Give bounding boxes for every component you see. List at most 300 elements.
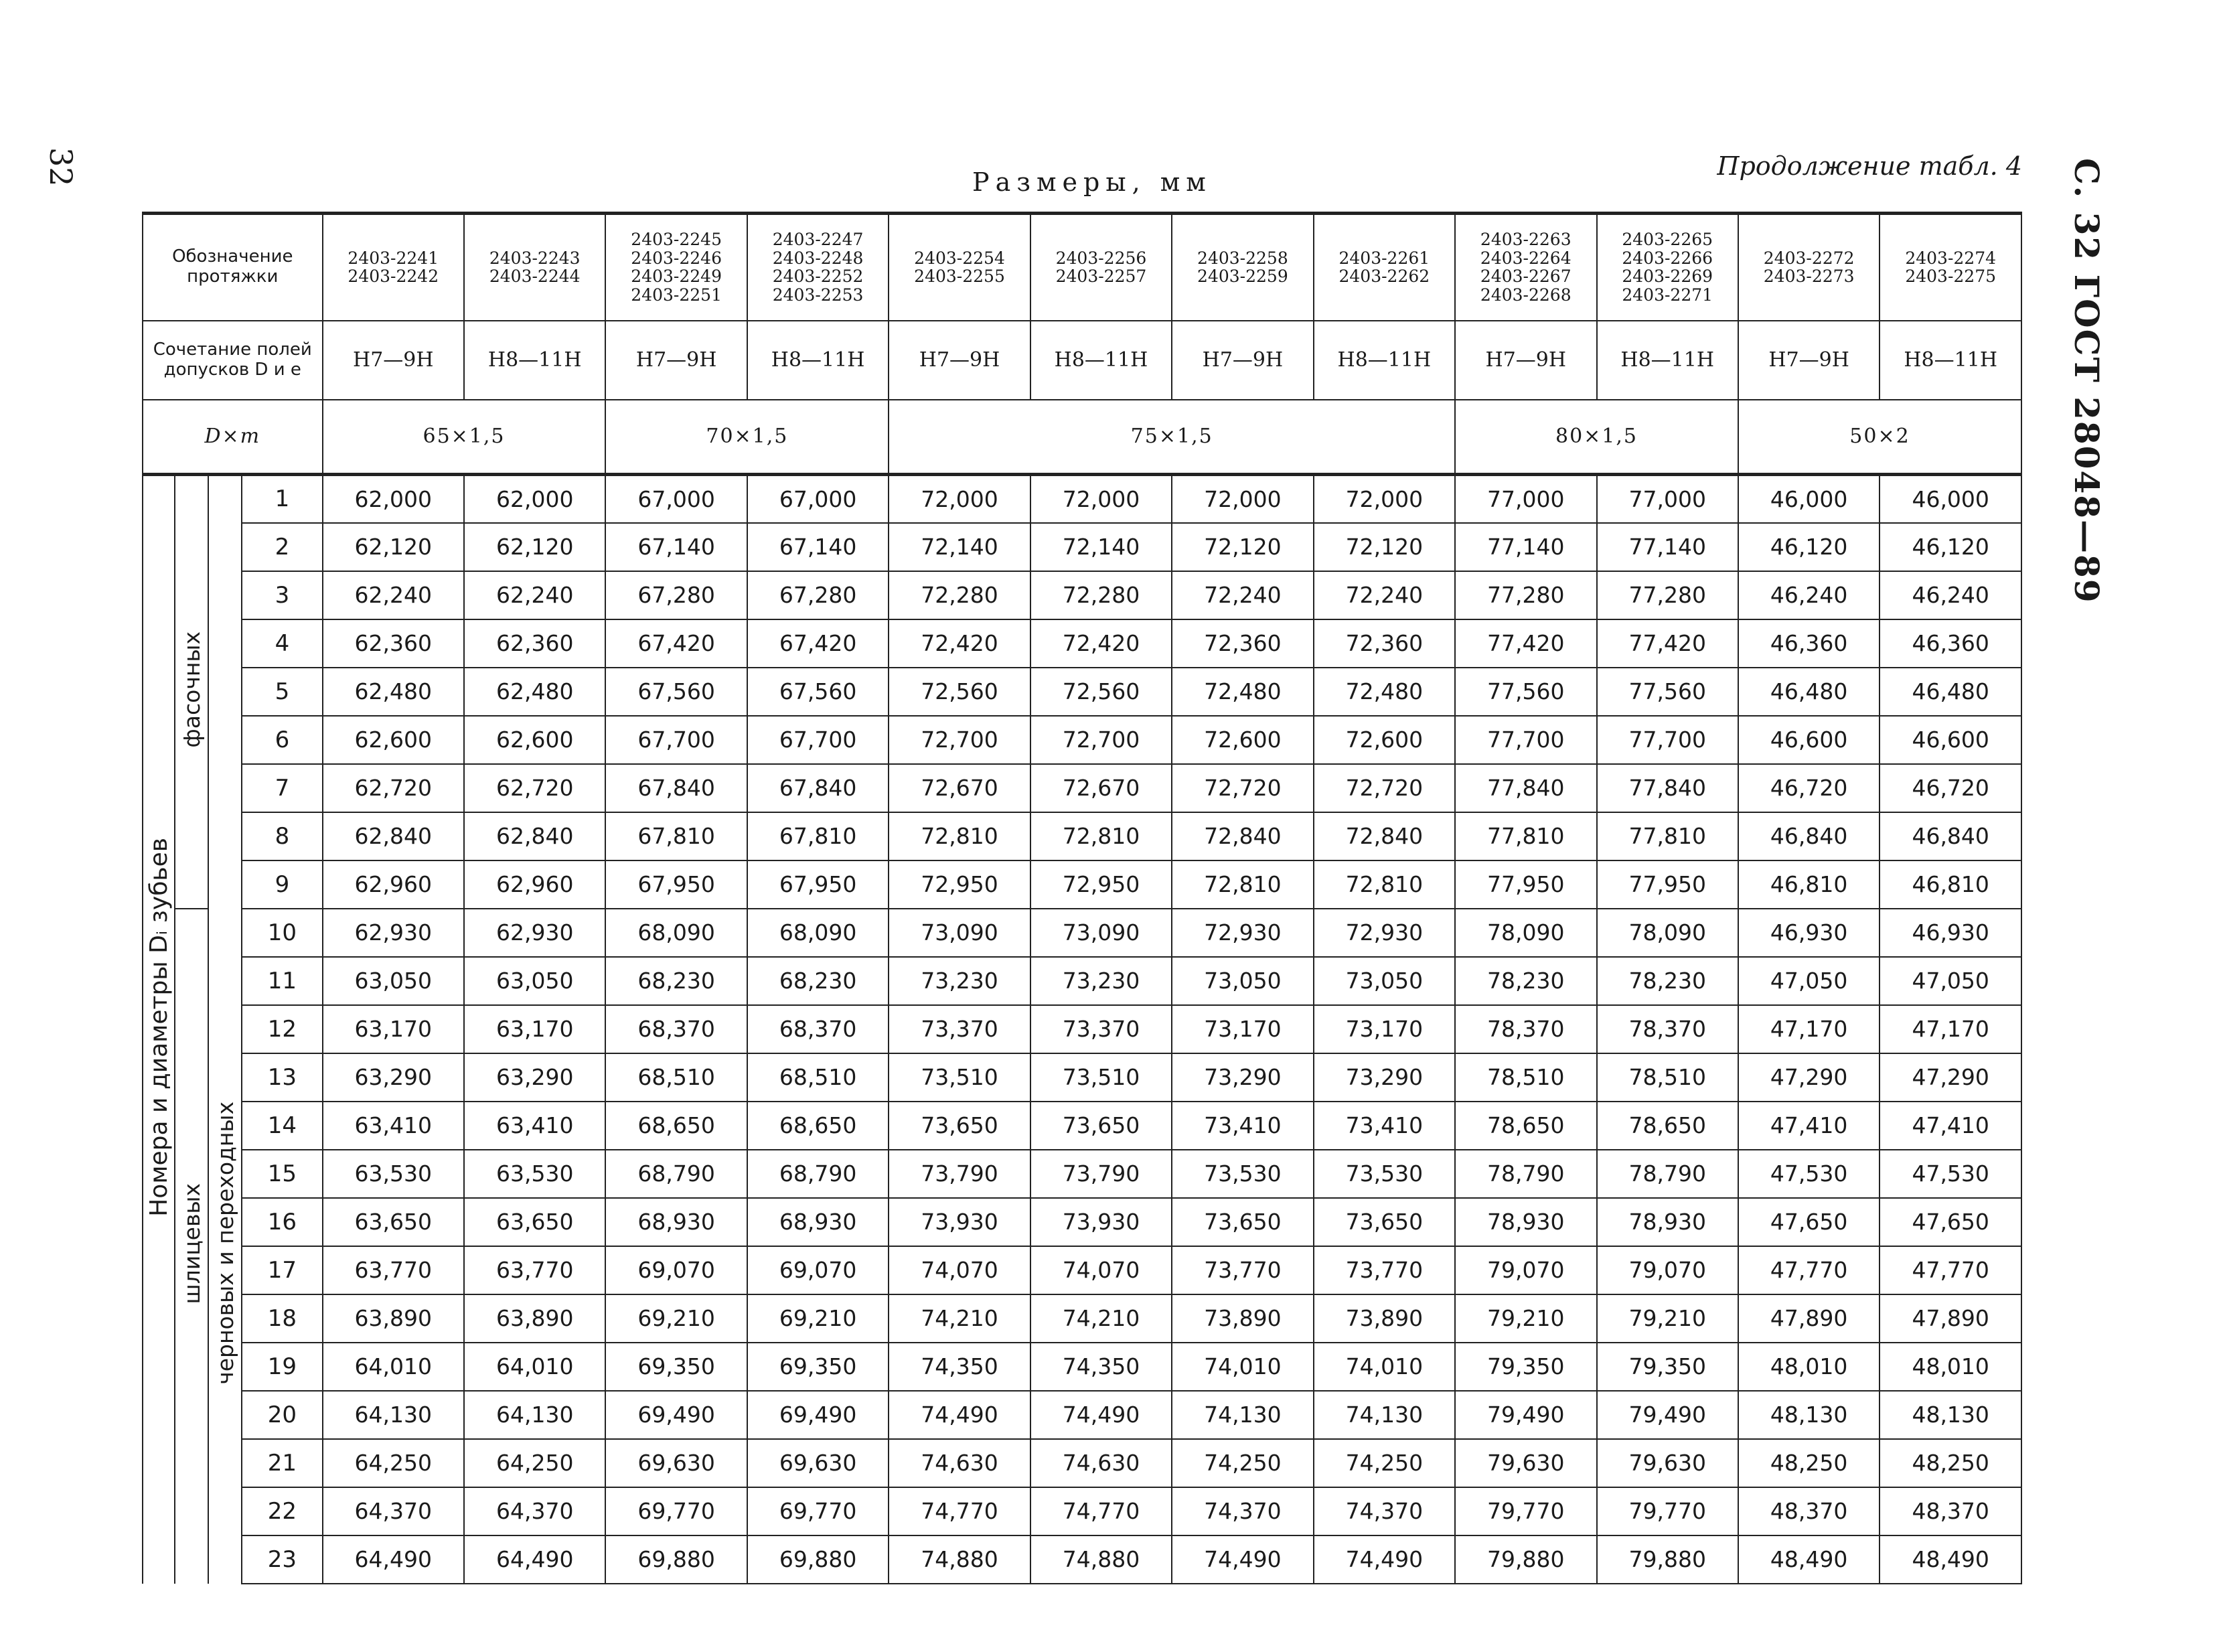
- diameter-value-cell: 67,140: [747, 523, 889, 571]
- diameter-value-cell: 69,350: [605, 1343, 747, 1391]
- diameter-value-cell: 74,070: [1030, 1246, 1172, 1294]
- diameter-value-cell: 78,650: [1597, 1102, 1738, 1150]
- diameter-value-cell: 48,370: [1880, 1487, 2021, 1535]
- diameter-value-cell: 62,720: [464, 764, 605, 812]
- diameter-value-cell: 63,290: [464, 1053, 605, 1102]
- tooth-number-cell: 5: [242, 668, 322, 716]
- diameter-value-cell: 72,240: [1172, 571, 1313, 619]
- diameter-value-cell: 67,950: [747, 860, 889, 909]
- table-row: [143, 668, 2021, 716]
- table-row: [143, 523, 2021, 571]
- diameter-value-cell: 68,790: [747, 1150, 889, 1198]
- diameter-value-cell: 46,360: [1880, 619, 2021, 668]
- diameter-value-cell: 72,140: [889, 523, 1030, 571]
- diameter-value-cell: 77,560: [1597, 668, 1738, 716]
- tooth-number-cell: 22: [242, 1487, 322, 1535]
- diameter-value-cell: 77,840: [1597, 764, 1738, 812]
- diameter-value-cell: 73,230: [1030, 957, 1172, 1005]
- diameter-value-cell: 74,130: [1172, 1391, 1313, 1439]
- diameter-value-cell: 74,880: [889, 1535, 1030, 1584]
- diameter-value-cell: 73,650: [1314, 1198, 1455, 1246]
- diameter-value-cell: 72,480: [1172, 668, 1313, 716]
- diameter-value-cell: 69,770: [747, 1487, 889, 1535]
- diameter-value-cell: 72,000: [889, 475, 1030, 523]
- diameter-value-cell: 73,890: [1172, 1294, 1313, 1343]
- diameter-value-cell: 72,480: [1314, 668, 1455, 716]
- diameter-value-cell: 46,810: [1880, 860, 2021, 909]
- diameter-value-cell: 73,290: [1172, 1053, 1313, 1102]
- table-row: [143, 1439, 2021, 1487]
- diameter-value-cell: 68,230: [747, 957, 889, 1005]
- diameter-value-cell: 63,050: [464, 957, 605, 1005]
- diameter-value-cell: 72,120: [1172, 523, 1313, 571]
- diameter-value-cell: 48,130: [1738, 1391, 1880, 1439]
- teeth-outer-label: [143, 475, 175, 1584]
- diameter-value-cell: 79,070: [1597, 1246, 1738, 1294]
- diameter-value-cell: 69,070: [747, 1246, 889, 1294]
- diameter-value-cell: 73,170: [1172, 1005, 1313, 1053]
- diameter-value-cell: 74,880: [1030, 1535, 1172, 1584]
- table-row: [143, 571, 2021, 619]
- diameter-value-cell: 63,170: [464, 1005, 605, 1053]
- diameter-value-cell: 68,510: [605, 1053, 747, 1102]
- diameter-value-cell: 67,700: [747, 716, 889, 764]
- diameter-value-cell: 46,240: [1738, 571, 1880, 619]
- diameter-value-cell: 69,210: [747, 1294, 889, 1343]
- diameter-value-cell: 62,960: [323, 860, 464, 909]
- diameter-value-cell: 68,370: [605, 1005, 747, 1053]
- diameter-value-cell: 69,630: [747, 1439, 889, 1487]
- diameter-value-cell: 48,370: [1738, 1487, 1880, 1535]
- shaped-teeth-label: [175, 475, 208, 909]
- diameter-value-cell: 74,490: [1030, 1391, 1172, 1439]
- diameter-value-cell: 62,360: [464, 619, 605, 668]
- diameter-value-cell: 62,600: [323, 716, 464, 764]
- diameter-value-cell: 62,930: [464, 909, 605, 957]
- diameter-value-cell: 73,170: [1314, 1005, 1455, 1053]
- shaped-teeth-blank: [208, 475, 242, 909]
- header-tolerance-label: Сочетание полей допусков D и e: [143, 321, 323, 400]
- diameter-value-cell: 46,360: [1738, 619, 1880, 668]
- dxm-group-cell: 70×1,5: [605, 400, 889, 475]
- diameter-value-cell: 77,000: [1455, 475, 1596, 523]
- code-header-cell: 2403-2258 2403-2259: [1172, 214, 1313, 321]
- tolerance-header-cell: H7—9H: [1738, 321, 1880, 400]
- diameter-value-cell: 74,250: [1314, 1439, 1455, 1487]
- diameter-value-cell: 72,140: [1030, 523, 1172, 571]
- diameter-value-cell: 63,890: [323, 1294, 464, 1343]
- table-continuation-note: Продолжение табл. 4: [1717, 151, 2022, 181]
- diameter-value-cell: 73,050: [1172, 957, 1313, 1005]
- diameter-value-cell: 47,530: [1738, 1150, 1880, 1198]
- diameter-value-cell: 63,650: [464, 1198, 605, 1246]
- page-number: 32: [43, 147, 79, 187]
- code-header-cell: 2403-2272 2403-2273: [1738, 214, 1880, 321]
- spline-teeth-label: [175, 909, 208, 1584]
- diameter-value-cell: 47,770: [1880, 1246, 2021, 1294]
- diameter-value-cell: 79,630: [1597, 1439, 1738, 1487]
- diameter-value-cell: 46,840: [1738, 812, 1880, 860]
- tolerance-header-cell: H8—11H: [1880, 321, 2021, 400]
- diameter-value-cell: 67,810: [605, 812, 747, 860]
- diameter-value-cell: 79,880: [1455, 1535, 1596, 1584]
- diameter-value-cell: 77,140: [1455, 523, 1596, 571]
- diameter-value-cell: 78,090: [1597, 909, 1738, 957]
- rough-teeth-label: [208, 909, 242, 1584]
- table-row: [143, 619, 2021, 668]
- diameter-value-cell: 78,510: [1597, 1053, 1738, 1102]
- diameter-value-cell: 74,350: [1030, 1343, 1172, 1391]
- table-row: [143, 1005, 2021, 1053]
- diameter-value-cell: 69,630: [605, 1439, 747, 1487]
- diameter-value-cell: 67,420: [747, 619, 889, 668]
- tolerance-header-cell: H8—11H: [747, 321, 889, 400]
- diameter-value-cell: 46,930: [1880, 909, 2021, 957]
- diameter-value-cell: 74,210: [889, 1294, 1030, 1343]
- diameter-value-cell: 47,050: [1738, 957, 1880, 1005]
- table-row: [143, 909, 2021, 957]
- diameter-value-cell: 47,410: [1738, 1102, 1880, 1150]
- diameter-value-cell: 78,230: [1597, 957, 1738, 1005]
- tolerance-header-cell: H8—11H: [1314, 321, 1455, 400]
- code-header-cell: 2403-2241 2403-2242: [323, 214, 464, 321]
- diameter-value-cell: 67,560: [605, 668, 747, 716]
- table-row: [143, 1535, 2021, 1584]
- diameter-value-cell: 62,720: [323, 764, 464, 812]
- diameter-value-cell: 72,840: [1314, 812, 1455, 860]
- tooth-number-cell: 17: [242, 1246, 322, 1294]
- code-header-cell: 2403-2274 2403-2275: [1880, 214, 2021, 321]
- diameter-value-cell: 73,530: [1314, 1150, 1455, 1198]
- diameter-value-cell: 72,700: [1030, 716, 1172, 764]
- diameter-value-cell: 77,560: [1455, 668, 1596, 716]
- shaped-teeth-label-text: фасочных: [178, 631, 205, 748]
- tooth-number-cell: 1: [242, 475, 322, 523]
- tooth-number-cell: 21: [242, 1439, 322, 1487]
- diameter-value-cell: 79,210: [1455, 1294, 1596, 1343]
- diameter-value-cell: 48,130: [1880, 1391, 2021, 1439]
- tolerance-header-cell: H7—9H: [323, 321, 464, 400]
- table-row: [143, 860, 2021, 909]
- dxm-group-cell: 75×1,5: [889, 400, 1455, 475]
- diameter-value-cell: 77,810: [1597, 812, 1738, 860]
- diameter-value-cell: 67,840: [747, 764, 889, 812]
- diameter-value-cell: 63,290: [323, 1053, 464, 1102]
- diameter-value-cell: 77,280: [1597, 571, 1738, 619]
- diameter-value-cell: 73,370: [889, 1005, 1030, 1053]
- diameter-value-cell: 79,770: [1455, 1487, 1596, 1535]
- diameter-value-cell: 46,810: [1738, 860, 1880, 909]
- diameter-value-cell: 74,630: [889, 1439, 1030, 1487]
- dimensions-table: [142, 212, 2022, 1584]
- diameter-value-cell: 67,000: [605, 475, 747, 523]
- diameter-value-cell: 78,790: [1455, 1150, 1596, 1198]
- diameter-value-cell: 72,930: [1172, 909, 1313, 957]
- diameter-value-cell: 63,770: [464, 1246, 605, 1294]
- diameter-value-cell: 77,810: [1455, 812, 1596, 860]
- diameter-value-cell: 48,490: [1880, 1535, 2021, 1584]
- tooth-number-cell: 15: [242, 1150, 322, 1198]
- table-row: [143, 1053, 2021, 1102]
- diameter-value-cell: 47,170: [1880, 1005, 2021, 1053]
- diameter-value-cell: 48,010: [1738, 1343, 1880, 1391]
- diameter-value-cell: 69,210: [605, 1294, 747, 1343]
- diameter-value-cell: 67,700: [605, 716, 747, 764]
- code-header-cell: 2403-2254 2403-2255: [889, 214, 1030, 321]
- diameter-value-cell: 74,490: [1314, 1535, 1455, 1584]
- table-row: [143, 1246, 2021, 1294]
- diameter-value-cell: 72,670: [1030, 764, 1172, 812]
- diameter-value-cell: 62,480: [323, 668, 464, 716]
- diameter-value-cell: 73,770: [1314, 1246, 1455, 1294]
- diameter-value-cell: 73,930: [1030, 1198, 1172, 1246]
- diameter-value-cell: 46,480: [1738, 668, 1880, 716]
- code-header-cell: 2403-2247 2403-2248 2403-2252 2403-2253: [747, 214, 889, 321]
- diameter-value-cell: 74,370: [1314, 1487, 1455, 1535]
- table-row: [143, 1102, 2021, 1150]
- diameter-value-cell: 69,490: [605, 1391, 747, 1439]
- diameter-value-cell: 62,360: [323, 619, 464, 668]
- diameter-value-cell: 64,370: [464, 1487, 605, 1535]
- diameter-value-cell: 64,130: [323, 1391, 464, 1439]
- table-row: [143, 1294, 2021, 1343]
- diameter-value-cell: 74,770: [889, 1487, 1030, 1535]
- diameter-value-cell: 63,650: [323, 1198, 464, 1246]
- tolerance-header-cell: H8—11H: [1030, 321, 1172, 400]
- diameter-value-cell: 78,510: [1455, 1053, 1596, 1102]
- diameter-value-cell: 72,120: [1314, 523, 1455, 571]
- diameter-value-cell: 78,370: [1597, 1005, 1738, 1053]
- diameter-value-cell: 64,490: [323, 1535, 464, 1584]
- diameter-value-cell: 46,840: [1880, 812, 2021, 860]
- diameter-value-cell: 68,510: [747, 1053, 889, 1102]
- diameter-value-cell: 62,240: [323, 571, 464, 619]
- diameter-value-cell: 74,630: [1030, 1439, 1172, 1487]
- diameter-value-cell: 47,290: [1738, 1053, 1880, 1102]
- table-row: [143, 1198, 2021, 1246]
- diameter-value-cell: 68,090: [605, 909, 747, 957]
- diameter-value-cell: 73,090: [1030, 909, 1172, 957]
- diameter-value-cell: 77,280: [1455, 571, 1596, 619]
- diameter-value-cell: 72,000: [1172, 475, 1313, 523]
- diameter-value-cell: 46,240: [1880, 571, 2021, 619]
- diameter-value-cell: 74,250: [1172, 1439, 1313, 1487]
- code-header-cell: 2403-2243 2403-2244: [464, 214, 605, 321]
- diameter-value-cell: 46,000: [1738, 475, 1880, 523]
- table-row: [143, 1487, 2021, 1535]
- diameter-value-cell: 73,890: [1314, 1294, 1455, 1343]
- tooth-number-cell: 13: [242, 1053, 322, 1102]
- tooth-number-cell: 8: [242, 812, 322, 860]
- diameter-value-cell: 79,770: [1597, 1487, 1738, 1535]
- diameter-value-cell: 79,350: [1597, 1343, 1738, 1391]
- header-dxm-label: [143, 400, 323, 475]
- diameter-value-cell: 73,050: [1314, 957, 1455, 1005]
- diameter-value-cell: 79,490: [1597, 1391, 1738, 1439]
- diameter-value-cell: 78,650: [1455, 1102, 1596, 1150]
- tooth-number-cell: 11: [242, 957, 322, 1005]
- diameter-value-cell: 67,840: [605, 764, 747, 812]
- diameter-value-cell: 69,350: [747, 1343, 889, 1391]
- tolerance-header-cell: H7—9H: [1455, 321, 1596, 400]
- diameter-value-cell: 79,880: [1597, 1535, 1738, 1584]
- diameter-value-cell: 46,000: [1880, 475, 2021, 523]
- diameter-value-cell: 72,810: [1030, 812, 1172, 860]
- spline-teeth-label-text: шлицевых: [178, 1183, 205, 1304]
- diameter-value-cell: 77,140: [1597, 523, 1738, 571]
- tooth-number-cell: 19: [242, 1343, 322, 1391]
- diameter-value-cell: 46,600: [1880, 716, 2021, 764]
- diameter-value-cell: 62,960: [464, 860, 605, 909]
- diameter-value-cell: 72,560: [1030, 668, 1172, 716]
- diameter-value-cell: 72,280: [889, 571, 1030, 619]
- diameter-value-cell: 73,650: [1030, 1102, 1172, 1150]
- diameter-value-cell: 68,090: [747, 909, 889, 957]
- diameter-value-cell: 72,810: [1172, 860, 1313, 909]
- diameter-value-cell: 62,840: [323, 812, 464, 860]
- tooth-number-cell: 10: [242, 909, 322, 957]
- diameter-value-cell: 67,560: [747, 668, 889, 716]
- diameter-value-cell: 74,350: [889, 1343, 1030, 1391]
- diameter-value-cell: 64,010: [464, 1343, 605, 1391]
- diameter-value-cell: 67,280: [605, 571, 747, 619]
- diameter-value-cell: 74,010: [1172, 1343, 1313, 1391]
- diameter-value-cell: 47,890: [1738, 1294, 1880, 1343]
- diameter-value-cell: 73,650: [1172, 1198, 1313, 1246]
- diameter-value-cell: 69,880: [747, 1535, 889, 1584]
- diameter-value-cell: 73,510: [1030, 1053, 1172, 1102]
- diameter-value-cell: 67,810: [747, 812, 889, 860]
- diameter-value-cell: 72,360: [1314, 619, 1455, 668]
- dxm-group-cell: 80×1,5: [1455, 400, 1738, 475]
- diameter-value-cell: 48,250: [1738, 1439, 1880, 1487]
- diameter-value-cell: 73,790: [889, 1150, 1030, 1198]
- diameter-value-cell: 72,930: [1314, 909, 1455, 957]
- code-header-cell: 2403-2263 2403-2264 2403-2267 2403-2268: [1455, 214, 1596, 321]
- tolerance-header-cell: H8—11H: [464, 321, 605, 400]
- diameter-value-cell: 46,720: [1880, 764, 2021, 812]
- diameter-value-cell: 77,420: [1455, 619, 1596, 668]
- diameter-value-cell: 64,130: [464, 1391, 605, 1439]
- diameter-value-cell: 47,290: [1880, 1053, 2021, 1102]
- tolerance-header-cell: H7—9H: [889, 321, 1030, 400]
- diameter-value-cell: 47,170: [1738, 1005, 1880, 1053]
- diameter-value-cell: 68,790: [605, 1150, 747, 1198]
- diameter-value-cell: 77,420: [1597, 619, 1738, 668]
- dxm-group-cell: 65×1,5: [323, 400, 606, 475]
- diameter-value-cell: 72,720: [1314, 764, 1455, 812]
- diameter-value-cell: 72,670: [889, 764, 1030, 812]
- diameter-value-cell: 68,650: [747, 1102, 889, 1150]
- diameter-value-cell: 72,810: [1314, 860, 1455, 909]
- diameter-value-cell: 78,930: [1597, 1198, 1738, 1246]
- diameter-value-cell: 63,050: [323, 957, 464, 1005]
- diameter-value-cell: 72,700: [889, 716, 1030, 764]
- diameter-value-cell: 62,480: [464, 668, 605, 716]
- diameter-value-cell: 73,650: [889, 1102, 1030, 1150]
- diameter-value-cell: 74,490: [889, 1391, 1030, 1439]
- diameter-value-cell: 73,410: [1314, 1102, 1455, 1150]
- diameter-value-cell: 72,600: [1314, 716, 1455, 764]
- diameter-value-cell: 63,410: [323, 1102, 464, 1150]
- tooth-number-cell: 16: [242, 1198, 322, 1246]
- tooth-number-cell: 7: [242, 764, 322, 812]
- diameter-value-cell: 73,530: [1172, 1150, 1313, 1198]
- diameter-value-cell: 46,600: [1738, 716, 1880, 764]
- diameter-value-cell: 63,770: [323, 1246, 464, 1294]
- code-header-cell: 2403-2261 2403-2262: [1314, 214, 1455, 321]
- diameter-value-cell: 74,370: [1172, 1487, 1313, 1535]
- diameter-value-cell: 72,600: [1172, 716, 1313, 764]
- diameter-value-cell: 79,210: [1597, 1294, 1738, 1343]
- code-header-cell: 2403-2265 2403-2266 2403-2269 2403-2271: [1597, 214, 1738, 321]
- diameter-value-cell: 63,530: [464, 1150, 605, 1198]
- diameter-value-cell: 69,880: [605, 1535, 747, 1584]
- table-row: [143, 1343, 2021, 1391]
- diameter-value-cell: 64,250: [323, 1439, 464, 1487]
- diameter-value-cell: 64,490: [464, 1535, 605, 1584]
- diameter-value-cell: 68,930: [747, 1198, 889, 1246]
- table-row: [143, 475, 2021, 523]
- diameter-value-cell: 72,950: [889, 860, 1030, 909]
- header-dxm-text: D×m: [204, 425, 261, 449]
- diameter-value-cell: 62,240: [464, 571, 605, 619]
- table-row: [143, 716, 2021, 764]
- diameter-value-cell: 47,530: [1880, 1150, 2021, 1198]
- diameter-value-cell: 77,700: [1597, 716, 1738, 764]
- diameter-value-cell: 47,770: [1738, 1246, 1880, 1294]
- diameter-value-cell: 73,090: [889, 909, 1030, 957]
- tolerance-header-cell: H8—11H: [1597, 321, 1738, 400]
- diameter-value-cell: 72,720: [1172, 764, 1313, 812]
- diameter-value-cell: 73,790: [1030, 1150, 1172, 1198]
- diameter-value-cell: 48,490: [1738, 1535, 1880, 1584]
- diameter-value-cell: 73,230: [889, 957, 1030, 1005]
- diameter-value-cell: 73,510: [889, 1053, 1030, 1102]
- diameter-value-cell: 72,840: [1172, 812, 1313, 860]
- diameter-value-cell: 62,930: [323, 909, 464, 957]
- tooth-number-cell: 9: [242, 860, 322, 909]
- diameter-value-cell: 67,420: [605, 619, 747, 668]
- diameter-value-cell: 73,930: [889, 1198, 1030, 1246]
- diameter-value-cell: 77,840: [1455, 764, 1596, 812]
- diameter-value-cell: 46,930: [1738, 909, 1880, 957]
- tooth-number-cell: 2: [242, 523, 322, 571]
- dxm-group-cell: 50×2: [1738, 400, 2021, 475]
- diameter-value-cell: 73,770: [1172, 1246, 1313, 1294]
- diameter-value-cell: 74,210: [1030, 1294, 1172, 1343]
- diameter-value-cell: 46,120: [1738, 523, 1880, 571]
- diameter-value-cell: 47,410: [1880, 1102, 2021, 1150]
- diameter-value-cell: 69,490: [747, 1391, 889, 1439]
- table-row: [143, 1150, 2021, 1198]
- tooth-number-cell: 20: [242, 1391, 322, 1439]
- diameter-value-cell: 74,490: [1172, 1535, 1313, 1584]
- teeth-outer-label-text: Номера и диаметры Dᵢ зубьев: [145, 838, 173, 1217]
- diameter-value-cell: 62,600: [464, 716, 605, 764]
- diameter-value-cell: 74,130: [1314, 1391, 1455, 1439]
- diameter-value-cell: 47,890: [1880, 1294, 2021, 1343]
- diameter-value-cell: 74,010: [1314, 1343, 1455, 1391]
- diameter-value-cell: 72,240: [1314, 571, 1455, 619]
- diameter-value-cell: 73,370: [1030, 1005, 1172, 1053]
- diameter-value-cell: 63,170: [323, 1005, 464, 1053]
- tooth-number-cell: 6: [242, 716, 322, 764]
- diameter-value-cell: 62,000: [323, 475, 464, 523]
- diameter-value-cell: 78,370: [1455, 1005, 1596, 1053]
- diameter-value-cell: 72,000: [1030, 475, 1172, 523]
- tooth-number-cell: 4: [242, 619, 322, 668]
